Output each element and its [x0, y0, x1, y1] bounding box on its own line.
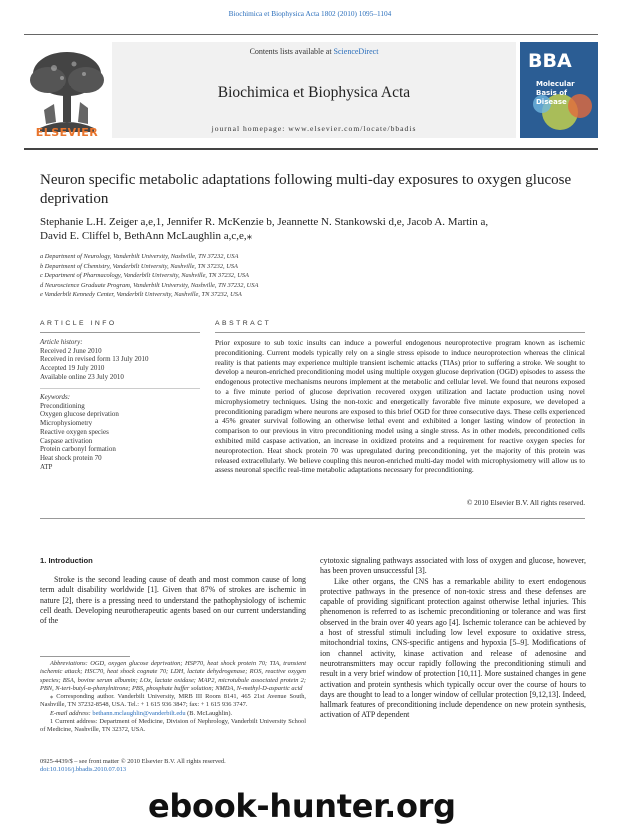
history-received: Received 2 June 2010 [40, 346, 102, 355]
journal-title: Biochimica et Biophysica Acta [217, 84, 411, 101]
keyword: Reactive oxygen species [40, 427, 109, 436]
affiliation-a: a Department of Neurology, Vanderbilt University, Nashville, TN 37232, USA [40, 253, 239, 260]
footnote-rule [40, 656, 130, 657]
journal-citation-link[interactable]: Biochimica et Biophysica Acta 1802 (2010) 1095–1104 [228, 9, 392, 18]
keyword: Protein carbonyl formation [40, 445, 116, 454]
history-online: Available online 23 July 2010 [40, 372, 124, 381]
email-footnote [40, 710, 306, 718]
info-rule [40, 332, 200, 333]
intro-right-paragraph-2: Like other organs, the CNS has a remarkable ability to exert endogenous protective pathways in the presence of non-toxic stress and these defenses are capable of providing significant protection against otherwise lethal injuries. This phenomenon is referred to as ischemic preconditioning or tolerance and was first observed in the brain over 40 years ago [4]. Ischemic tolerance can be achieved by a host of stressful stimuli including low level exposure to oxidative stress, mitochondrial toxins, CNS-specific antigens and hypoxia [5–9]. Modifications of ion channel activity, kinase activation and release of adenosine and neurotransmitters may occur rapidly following the preconditioning stimuli and result in a very brief window of protection [10,11]. More sustained changes in gene activation and protein synthesis which typically occur over the course of hours to days are thought to lead to a longer window of cellular protection [9,12,13]. Indeed, hallmark features of preconditioning include dependence on new protein synthesis, activation of ATP dependent [320, 576, 586, 720]
article-info-heading: ARTICLE INFO [40, 320, 117, 327]
author-email-link[interactable]: bethann.mclaughlin@vanderbilt.edu [92, 709, 186, 717]
header-top-rule [24, 34, 598, 35]
article-title: Neuron specific metabolic adaptations following multi-day exposures to oxygen glucose deprivation [40, 172, 572, 207]
affiliation-e: e Vanderbilt Kennedy Center, Vanderbilt University, Nashville, TN 37232, USA [40, 291, 242, 299]
history-revised: Received in revised form 13 July 2010 [40, 355, 149, 364]
current-address-footnote: 1 Current address: Department of Medicine, Division of Nephrology, Vanderbilt University School of Medicine, Nashville, TN 32372, USA. [40, 718, 306, 734]
email-suffix: (B. McLaughlin). [185, 709, 233, 717]
article-history [40, 338, 200, 382]
footnotes [40, 660, 306, 735]
abstract-rule [215, 332, 585, 333]
issn-block [40, 758, 306, 775]
corresponding-author-footnote: ⁎ Corresponding author. Vanderbilt University, MRB III Room 8141, 465 21st Avenue South, Nashville, TN 37232-8548, USA. Tel.: + 1 615 936 3847; fax: + 1 615 936 3747. [40, 693, 306, 709]
affiliation-d: d Neuroscience Graduate Program, Vanderbilt University, Nashville, TN 37232, USA [40, 281, 259, 289]
abbreviations-footnote: Abbreviations: OGD, oxygen glucose deprivation; HSP70, heat shock protein 70; TIA, transient ischemic attack; HSC70, heat shock cognate 70; LDH, lactate dehydrogenase; ROS, reactive oxygen species; BSA, bovine serum albumin; LOx, lactate oxidase; MAP2, microtubule associated protein 2; PBN, N-tert-butyl-α-phenylnitrone; PBS, phosphate buffer solution; NMDA, N-methyl-D-aspartic acid [40, 660, 306, 692]
authors-line-1: Stephanie L.H. Zeiger a,e,1, Jennifer R. McKenzie b, Jeannette N. Stankowski d,e, Jacob A. Martin a, [40, 216, 489, 228]
keywords-label: Keywords: [40, 393, 71, 401]
abstract-copyright: © 2010 Elsevier B.V. All rights reserved. [466, 499, 585, 507]
contents-line [112, 47, 516, 56]
keyword: Oxygen glucose deprivation [40, 410, 119, 419]
info-divider [40, 388, 200, 389]
journal-homepage[interactable]: journal homepage: www.elsevier.com/locate/bbadis [211, 124, 417, 133]
author-list [40, 215, 580, 243]
abstract-heading: ABSTRACT [215, 320, 272, 327]
contents-prefix: Contents lists available at [249, 47, 334, 56]
keyword: Heat shock protein 70 [40, 453, 102, 462]
email-label: E-mail address: [50, 709, 93, 717]
cover-title: BBA [528, 50, 572, 72]
abstract-bottom-rule [40, 518, 585, 519]
history-accepted: Accepted 19 July 2010 [40, 364, 105, 373]
doi-link[interactable]: doi:10.1016/j.bbadis.2010.07.013 [40, 766, 127, 774]
elsevier-wordmark: ELSEVIER [35, 126, 99, 139]
keyword: Caspase activation [40, 436, 93, 445]
keyword: ATP [40, 462, 53, 471]
affiliations [40, 252, 580, 300]
intro-left-paragraph: Stroke is the second leading cause of death and most common cause of long term adult disability worldwide [1]. Given that 87% of strokes are ischemic in nature [2], there is a pressing need to understand the pathophysiology of ischemic cell death. Developing neurotherapeutic agents based on our current understanding of the [40, 575, 306, 626]
intro-right-paragraph-1: cytotoxic signaling pathways associated with loss of oxygen and glucose, however, has been proven unsuccessful [3]. [320, 556, 586, 576]
issn-line: 0925-4439/$ – see front matter © 2010 Elsevier B.V. All rights reserved. [40, 758, 226, 765]
introduction-heading: 1. Introduction [40, 556, 93, 565]
intro-right-column [320, 556, 586, 721]
abstract-text: Prior exposure to sub toxic insults can induce a powerful endogenous neuroprotective program known as ischemic preconditioning. Current models typically rely on a single stress episode to induce neuroprotection whereas the clinical reality is that patients may experience multiple transient ischemic attacks (TIAs) prior to suffering a stroke. We sought to develop a neuron-enriched preconditioning model using multiple oxygen glucose deprivation (OGD) episodes to assess the endogenous protective mechanisms neurons implement at the metabolic and cellular level. We found that neurons exposed to a five minute period of glucose deprivation recovered oxygen utilization and lactate production using novel microphysiometry techniques. Using the non-toxic and energetically favorable five minute exposure, we developed a preconditioning paradigm where neurons are exposed to this brief OGD for three consecutive days. These cells experienced a 45% greater survival following an otherwise lethal event and exhibited a longer lasting window of protection in comparison to our previous in vitro preconditioning model using a single stress. As in other models, preconditioned cells exhibited mild caspase activation, an increase in oxidized proteins and a requirement for reactive oxygen species for neuroprotection. Heat shock protein 70 was upregulated during preconditioning, yet the majority of this protein was released extracellularly. We believe coupling this neuron-enriched multi-day model with microphysiometry will allow us to assess neuronal specific real-time metabolic adaptations necessary for preconditioning. [215, 338, 585, 475]
keyword: Microphysiometry [40, 419, 93, 428]
header-bottom-rule [24, 148, 598, 150]
history-label: Article history: [40, 338, 83, 346]
watermark-text: ebook-hunter.org [148, 787, 456, 825]
cover-subtitle: Molecular Basis of Disease [536, 80, 575, 106]
authors-line-2: David E. Cliffel b, BethAnn McLaughlin a,c,e,⁎ [40, 230, 253, 242]
affiliation-c: c Department of Pharmacology, Vanderbilt University, Nashville, TN 37232, USA [40, 272, 249, 280]
sciencedirect-link[interactable]: ScienceDirect [333, 47, 379, 56]
affiliation-b: b Department of Chemistry, Vanderbilt University, Nashville, TN 37232, USA [40, 262, 238, 270]
keyword: Preconditioning [40, 401, 85, 410]
keywords [40, 393, 200, 471]
